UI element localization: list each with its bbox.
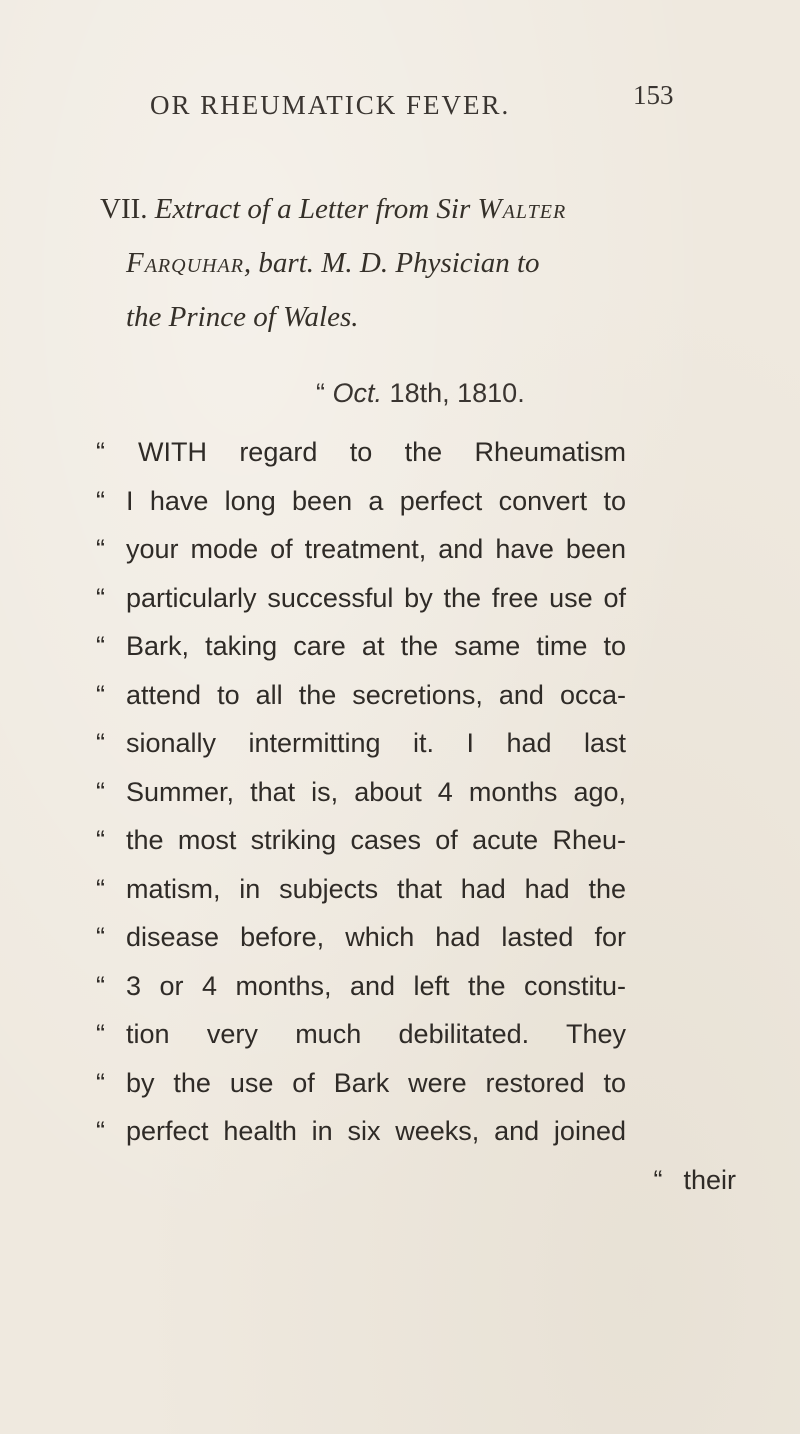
letter-date	[316, 378, 525, 409]
quote-mark: “	[96, 970, 105, 1001]
author-title: , bart. M. D. Physician to	[243, 247, 540, 279]
heading-line-1	[100, 182, 760, 236]
quote-mark: “	[96, 1019, 105, 1049]
date-quote: “	[316, 378, 325, 408]
line-text: particularly successful by the free use of	[126, 582, 626, 613]
text-line	[96, 913, 736, 962]
text-line	[96, 865, 736, 914]
text-line	[96, 428, 736, 477]
line-text: 3 or 4 months, and left the constitu-	[126, 970, 626, 1001]
date-day: 18th,	[389, 378, 450, 408]
line-text: I have long been a perfect convert to	[126, 485, 626, 516]
quote-mark: “	[96, 582, 105, 613]
date-month: Oct.	[332, 378, 383, 408]
section-heading	[100, 182, 760, 344]
text-line	[96, 1059, 736, 1108]
line-text: Bark, taking care at the same time to	[126, 631, 626, 661]
quote-mark: “	[653, 1164, 663, 1195]
quote-mark: “	[96, 631, 105, 661]
catchword	[96, 1156, 736, 1205]
quote-mark: “	[96, 873, 105, 904]
author-last-name: Farquhar	[126, 247, 244, 279]
line-text: the most striking cases of acute Rheu-	[126, 825, 626, 855]
text-line	[96, 719, 736, 768]
text-line	[96, 622, 736, 671]
quote-mark: “	[96, 1067, 105, 1098]
text-line	[96, 1107, 736, 1156]
text-line	[96, 574, 736, 623]
heading-intro: Extract of a Letter from Sir	[154, 193, 471, 225]
author-first-name: Walter	[477, 193, 567, 225]
quote-mark: “	[96, 437, 105, 467]
line-text: matism, in subjects that had had the	[126, 873, 626, 904]
line-text: your mode of treatment, and have been	[126, 534, 626, 564]
quote-mark: “	[96, 825, 105, 855]
text-line	[96, 768, 736, 817]
heading-line-3: the Prince of Wales.	[126, 301, 359, 333]
line-text: attend to all the secretions, and occa-	[126, 679, 626, 710]
quote-mark: “	[96, 922, 105, 952]
text-line	[96, 962, 736, 1011]
catchword-text: their	[683, 1164, 736, 1195]
text-line	[96, 816, 736, 865]
heading-line-2	[100, 236, 760, 290]
page-number: 153	[633, 80, 674, 110]
quote-mark: “	[96, 776, 105, 807]
quote-mark: “	[96, 534, 105, 564]
section-numeral: VII.	[100, 193, 148, 225]
quote-mark: “	[96, 485, 105, 516]
quote-mark: “	[96, 1116, 105, 1146]
line-text: perfect health in six weeks, and joined	[126, 1116, 626, 1146]
letter-body	[96, 428, 736, 1204]
text-line	[96, 1010, 736, 1059]
quote-mark: “	[96, 679, 105, 710]
running-head: OR RHEUMATICK FEVER.	[150, 90, 511, 120]
line-text: disease before, which had lasted for	[126, 922, 626, 952]
line-text: WITH regard to the Rheumatism	[138, 437, 626, 467]
line-text: tion very much debilitated. They	[126, 1019, 626, 1049]
line-text: Summer, that is, about 4 months ago,	[126, 776, 626, 807]
line-text: by the use of Bark were restored to	[126, 1067, 626, 1098]
line-text: sionally intermitting it. I had last	[126, 728, 626, 758]
date-year: 1810.	[457, 378, 525, 408]
text-line	[96, 477, 736, 526]
text-line	[96, 671, 736, 720]
quote-mark: “	[96, 728, 105, 758]
text-line	[96, 525, 736, 574]
